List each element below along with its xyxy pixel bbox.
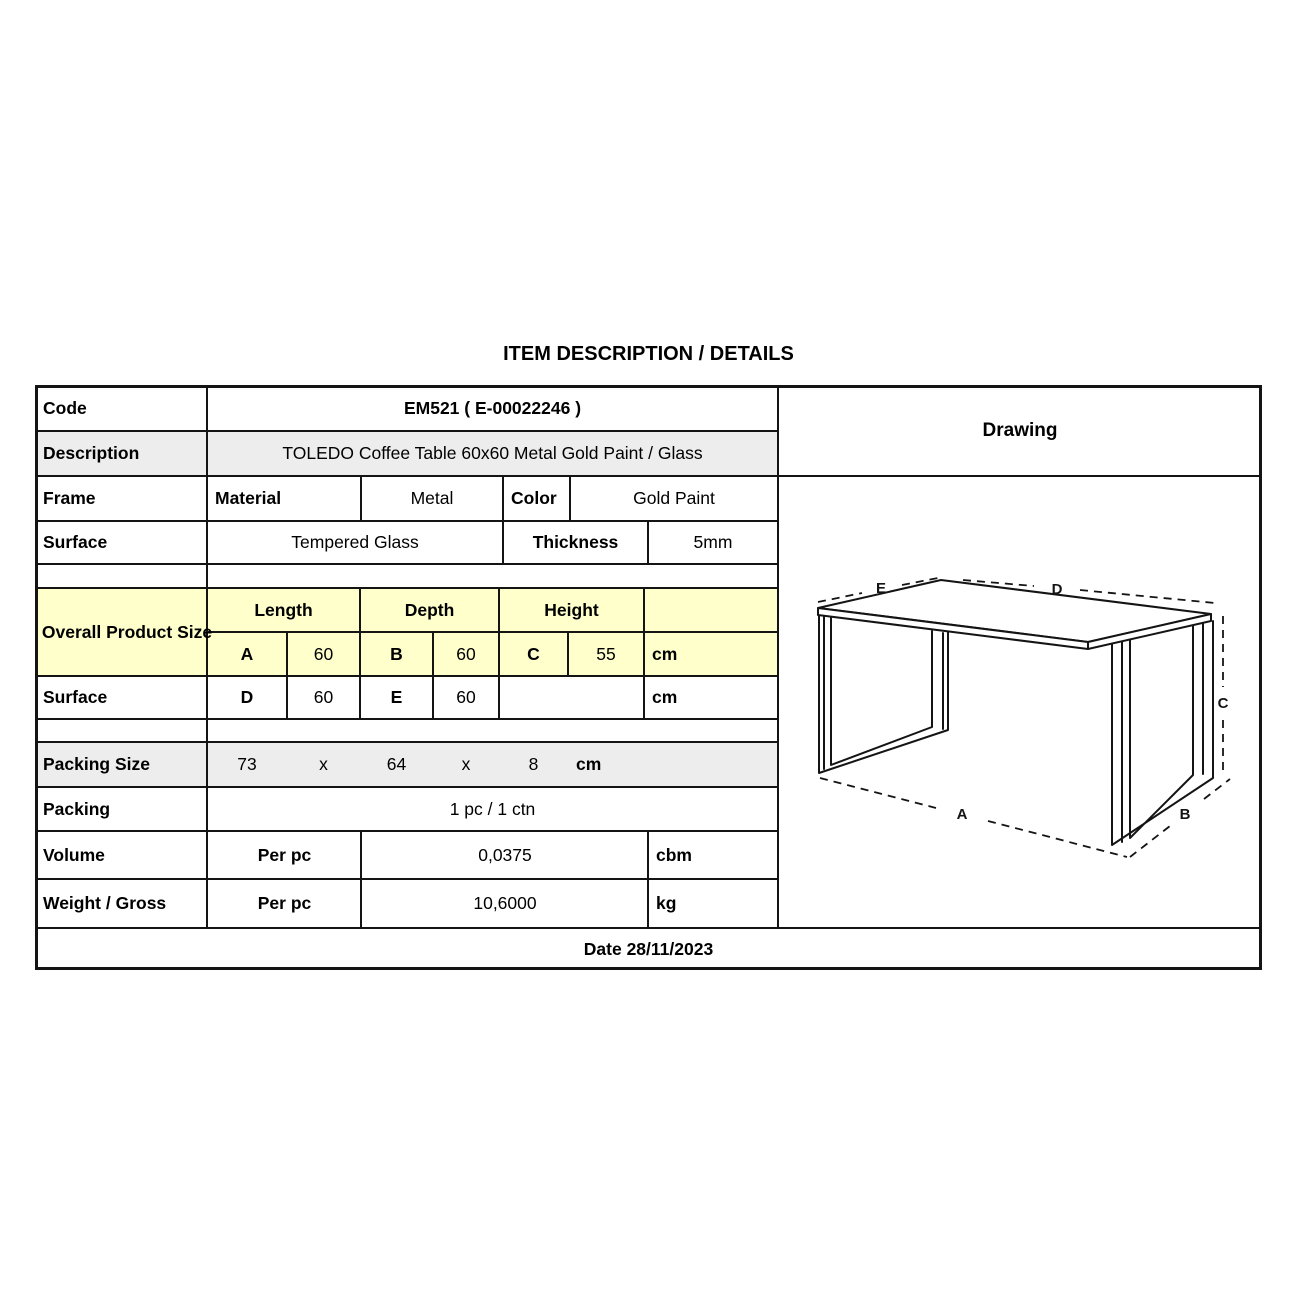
drawing-header: Drawing [982, 419, 1058, 441]
dim-label-b: B [1179, 806, 1191, 823]
color-label: Color [511, 488, 557, 509]
packing-size-depth: 64 [386, 754, 407, 775]
volume-value: 0,0375 [478, 844, 532, 865]
page-title: ITEM DESCRIPTION / DETAILS [503, 343, 794, 365]
material-value: Metal [410, 488, 454, 509]
frame-label: Frame [43, 488, 96, 509]
dim-d-key: D [240, 687, 254, 708]
left-leg-shape [819, 615, 948, 773]
color-value: Gold Paint [633, 488, 715, 509]
table-drawing [778, 476, 1262, 922]
volume-label: Volume [43, 844, 105, 865]
dim-c-key: C [527, 643, 540, 664]
thickness-value: 5mm [693, 532, 733, 553]
dim-a-key: A [240, 643, 254, 664]
dim-a-value: 60 [313, 643, 334, 664]
code-value: EM521 ( E-00022246 ) [403, 397, 582, 418]
weight-label: Weight / Gross [43, 893, 167, 914]
volume-per-pc: Per pc [257, 844, 312, 865]
dim-label-a: A [956, 806, 968, 823]
packing-size-x1: x [319, 754, 328, 775]
thickness-label: Thickness [532, 532, 619, 553]
packing-label: Packing [43, 798, 111, 819]
size-header-length: Length [254, 599, 313, 620]
dim-label-c: C [1217, 695, 1229, 712]
dim-label-d: D [1051, 581, 1063, 598]
dim-c-value: 55 [596, 643, 616, 664]
packing-value: 1 pc / 1 ctn [449, 798, 536, 819]
dim-label-e: E [875, 580, 887, 597]
date-footer: Date 28/11/2023 [583, 938, 714, 959]
packing-size-label: Packing Size [43, 754, 150, 775]
volume-unit: cbm [656, 844, 692, 865]
surface-size-unit: cm [652, 687, 678, 708]
dim-b-key: B [390, 643, 403, 664]
packing-size-x2: x [461, 754, 471, 775]
dim-line-a [820, 778, 1127, 857]
code-label: Code [43, 397, 87, 418]
dim-e-value: 60 [456, 687, 476, 708]
size-unit: cm [652, 643, 678, 664]
weight-per-pc: Per pc [257, 893, 312, 914]
size-header-height: Height [544, 599, 599, 620]
description-label: Description [43, 443, 140, 464]
packing-size-height: 8 [528, 754, 539, 775]
weight-unit: kg [656, 893, 677, 914]
dim-d-value: 60 [313, 687, 334, 708]
weight-value: 10,6000 [473, 893, 537, 914]
surface-label: Surface [43, 532, 108, 553]
overall-size-label: Overall Product Size [41, 621, 213, 642]
description-value: TOLEDO Coffee Table 60x60 Metal Gold Paint / Glass [282, 443, 703, 464]
packing-size-length: 73 [237, 754, 257, 775]
packing-size-unit: cm [576, 754, 602, 775]
surface-value: Tempered Glass [291, 532, 419, 553]
right-leg-shape [1112, 621, 1213, 845]
size-header-depth: Depth [404, 599, 455, 620]
surface-size-label: Surface [43, 687, 108, 708]
spec-table [35, 385, 1262, 970]
dim-e-key: E [390, 687, 403, 708]
material-label: Material [215, 488, 282, 509]
dim-b-value: 60 [456, 643, 476, 664]
